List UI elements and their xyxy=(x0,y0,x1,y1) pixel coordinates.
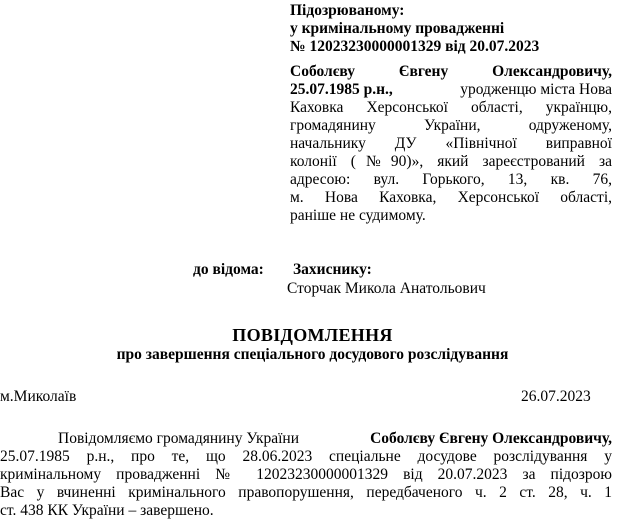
details-line-4: начальнику ДУ «Північної виправної xyxy=(290,135,612,152)
defender-name: Сторчак Микола Анатольович xyxy=(287,280,486,297)
city: м.Миколаїв xyxy=(0,388,77,405)
body-line-3: кримінальному провадженні № 12023230000001329 від 20.07.2023 за підозрою xyxy=(0,466,612,483)
body-line-2: 25.07.1985 р.н., про те, що 28.06.2023 спеціальне досудове розслідування у xyxy=(0,448,612,465)
document-date: 26.07.2023 xyxy=(521,388,591,405)
details-line-7: м. Нова Каховка, Херсонської області, xyxy=(290,189,612,206)
notice-label: до відома: xyxy=(193,261,264,278)
details-line-6: адресою: вул. Горького, 13, кв. 76, xyxy=(290,171,612,188)
birth-date: 25.07.1985 xyxy=(290,81,360,98)
body-line-1 xyxy=(58,430,612,448)
birthplace-text: уродженцю міста Нова xyxy=(460,81,612,98)
details-line-8: раніше не судимому. xyxy=(290,207,426,224)
details-line-5: колонії (№90)», який зареєстрований за xyxy=(290,153,612,170)
birth-line: 25.07.1985 р.н., уродженцю міста Нова xyxy=(290,81,612,98)
body-line-5: ст. 438 КК України – завершено. xyxy=(0,502,214,519)
defender-heading: Захиснику: xyxy=(293,261,372,278)
body-suspect-name: Соболєву Євгену Олександровичу, xyxy=(370,430,612,447)
suspect-name: Соболєву Євгену Олександровичу, xyxy=(290,63,612,80)
details-line-2: Каховка Херсонської області, українцю, xyxy=(290,99,612,116)
document-subtitle: про завершення спеціального досудового розслідування xyxy=(116,346,509,363)
addressee-heading: Підозрюваному: xyxy=(290,2,405,19)
details-line-3: громадянину України, одруженому, xyxy=(290,117,612,134)
document-title: ПОВІДОМЛЕННЯ xyxy=(232,325,393,345)
body-line-1-prefix: Повідомляємо громадянину України xyxy=(58,430,300,447)
proceeding-line: у кримінальному провадженні xyxy=(290,20,505,37)
case-number-line: № 12023230000001329 від 20.07.2023 xyxy=(290,38,540,55)
body-line-4: Вас у вчиненні кримінального правопорушення, передбаченого ч. 2 ст. 28, ч. 1 xyxy=(0,484,612,501)
